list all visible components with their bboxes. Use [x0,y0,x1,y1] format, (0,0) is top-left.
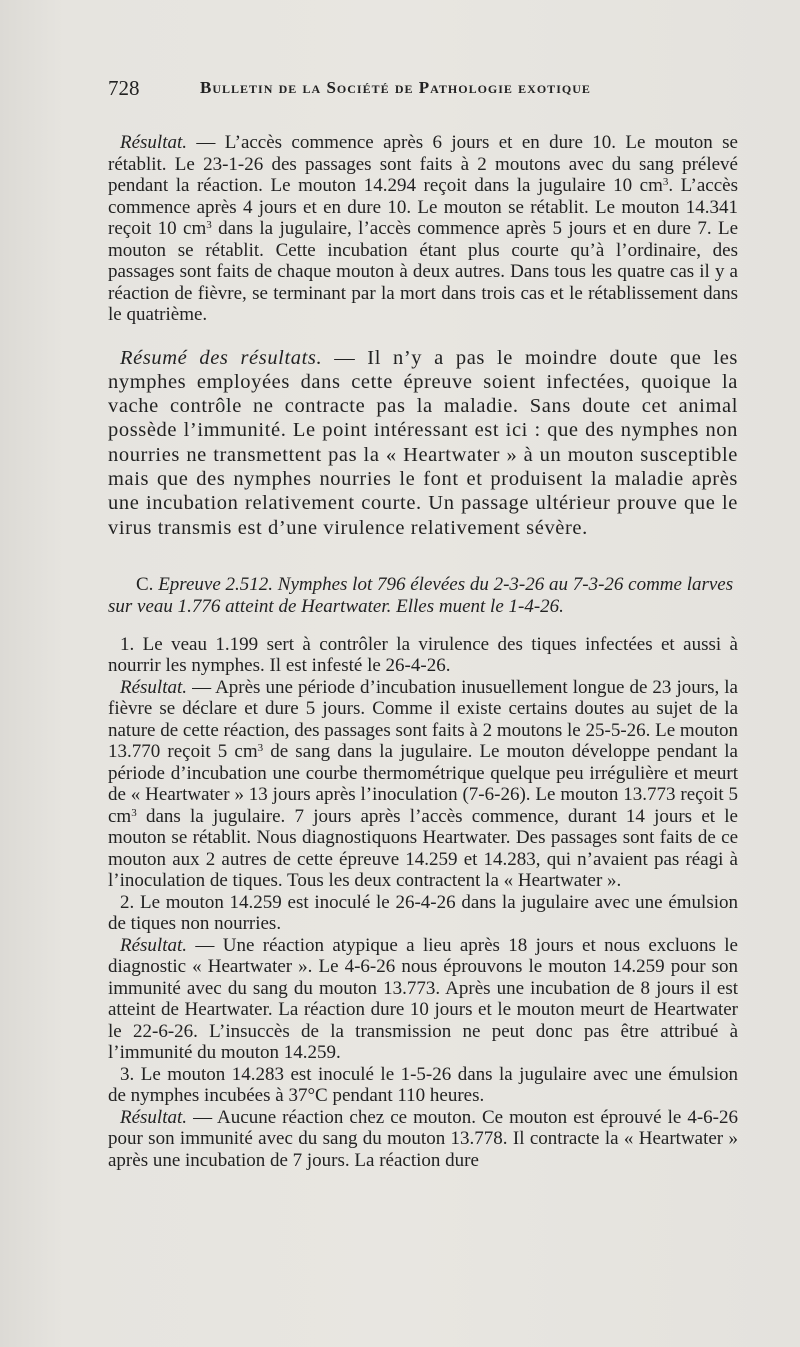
paragraph-result-3: Résultat. — Une réaction atypique a lieu après 18 jours et nous excluons le diagnostic « Heartwater ». Le 4-6-26 nous éprouvons le mouton 14.259 pour son immunité avec du sang du mouton 13.773. Après une incubation de 8 jours il est atteint de Heartwater. La réaction dure 10 jours et le mouton meurt de Heartwater le 22-6-26. L’insuccès de la transmission ne peut donc pas être attribué à l’immunité du mouton 14.259. [108,934,738,1064]
summary-label: Résumé des résultats. [120,346,323,369]
paragraph-result-2: Résultat. — Après une période d’incubation inusuellement longue de 23 jours, la fièvre se déclare et dure 5 jours. Comme il existe certains doutes au sujet de la nature de cette réaction, des passages sont faits à 2 moutons le 25-5-26. Le mouton 13.770 reçoit 5 $cm^3$ de sang dans la jugulaire. Le mouton développe pendant la période d’incubation une courbe thermométrique quelque peu irrégulière et meurt de « Heartwater » 13 jours après l’inoculation (7-6-26). Le mouton 13.773 reçoit 5 $cm^3$ dans la jugulaire. 7 jours après l’accès commence, durant 14 jours et le mouton se rétablit. Nous diagnostiquons Heartwater. Des passages sont faits de ce mouton aux 2 autres de cette épreuve 14.259 et 14.283, qui n’avaient pas réagi à l’inoculation de tiques. Tous les deux contractent la « Heartwater ». [108,676,738,892]
paragraph-summary: Résumé des résultats. — Il n’y a pas le moindre doute que les nymphes employées dans cette épreuve soient infectées, quoique la vache contrôle ne contracte pas la maladie. Sans doute cet animal possède l’immunité. Le point intéressant est ici : que des nymphes non nourries ne transmettent pas la « Heartwater » à un mouton susceptible mais que des nymphes nourries le font et produisent la maladie après une incubation relativement courte. Un passage ultérieur prouve que le virus transmis est d’une virulence relativement sévère. [108,346,738,539]
section-letter: C. [136,573,159,595]
result-label: Résultat. [120,676,188,698]
paragraph-item-3: 3. Le mouton 14.283 est inoculé le 1-5-26 dans la jugulaire avec une émulsion de nymphes incubées à 37°C pendant 110 heures. [108,1063,738,1107]
running-title: Bulletin de la Société de Pathologie exotique [200,78,591,97]
section-heading-c [108,574,738,618]
page-header [108,76,740,116]
result-label: Résultat. [120,132,188,153]
section-title: Epreuve 2.512. Nymphes lot 796 élevées du 2-3-26 au 7-3-26 comme larves sur veau 1.776 atteint de Heartwater. Elles muent le 1-4-26. [108,573,734,617]
paragraph-item-1: 1. Le veau 1.199 sert à contrôler la virulence des tiques infectées et aussi à nourrir les nymphes. Il est infesté le 26-4-26. [108,633,738,677]
paragraph-item-2: 2. Le mouton 14.259 est inoculé le 26-4-26 dans la jugulaire avec une émulsion de tiques non nourries. [108,891,738,935]
paragraph-result-4: Résultat. — Aucune réaction chez ce mouton. Ce mouton est éprouvé le 4-6-26 pour son immunité avec du sang du mouton 13.778. Il contracte la « Heartwater » après une incubation de 7 jours. La réaction dure [108,1106,738,1171]
page-number: 728 [108,76,140,100]
result-label: Résultat. [120,1106,188,1128]
paragraph-result-1: Résultat. — L’accès commence après 6 jours et en dure 10. Le mouton se rétablit. Le 23-1-26 des passages sont faits à 2 moutons avec du sang prélevé pendant la réaction. Le mouton 14.294 reçoit dans la jugulaire 10 $cm^3$. L’accès commence après 4 jours et en dure 10. Le mouton se rétablit. Le mouton 14.341 reçoit 10 $cm^3$ dans la jugulaire, l’accès commence après 5 jours et en dure 7. Le mouton se rétablit. Cette incubation étant plus courte qu’à l’ordinaire, des passages sont faits de chaque mouton à deux autres. Dans tous les quatre cas il y a réaction de fièvre, se terminant par la mort dans trois cas et le rétablissement dans le quatrième. [108,132,739,325]
result-label: Résultat. [120,934,188,956]
body-text [108,132,738,1171]
